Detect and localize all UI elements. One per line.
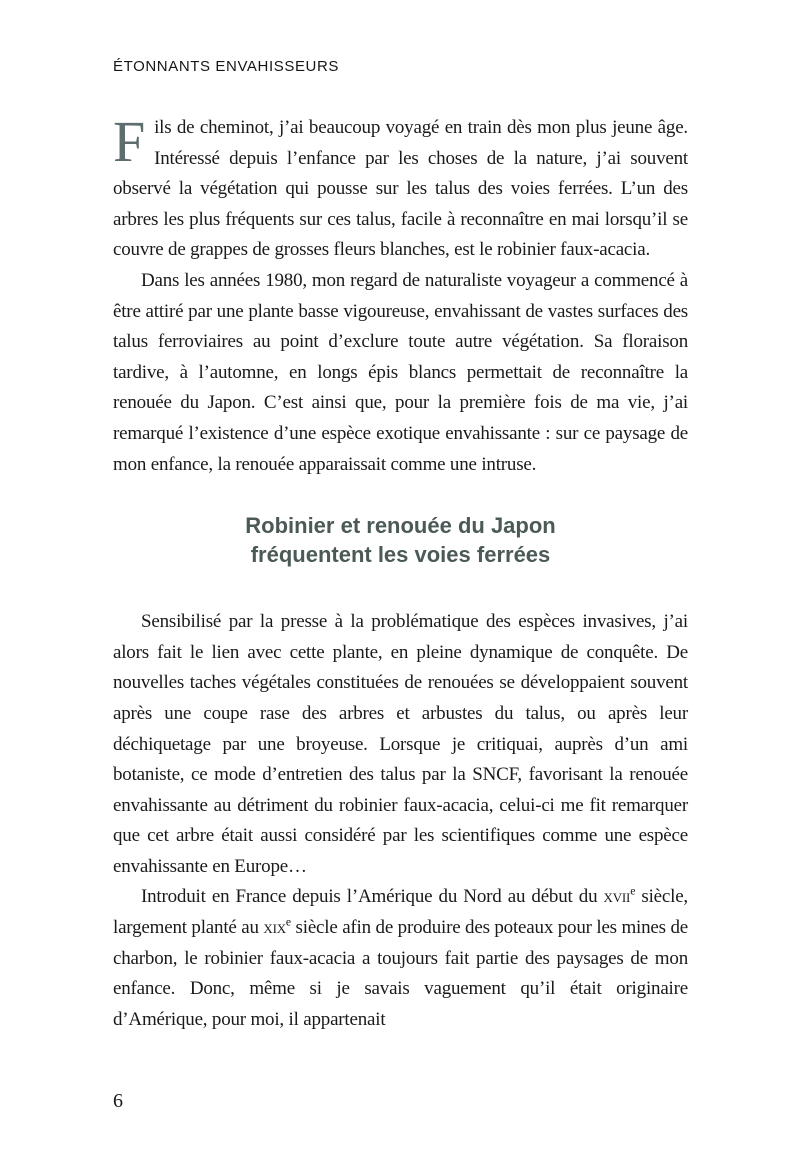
section-heading-line1: Robinier et renouée du Japon: [245, 513, 556, 539]
paragraph-annees-1980: Dans les années 1980, mon regard de naturaliste voyageur a commencé à être attiré par une plante basse vigoureuse, envahissant de vastes surfaces des talus ferroviaires au point d’exclure toute autre végétation. Sa floraison tardive, à l’automne, en longs épis blancs permettait de reconnaître la renouée du Japon. C’est ainsi que, pour la première fois de ma vie, j’ai remarqué l’existence d’une espèce exotique envahissante : sur ce paysage de mon enfance, la renouée apparaissait comme une intruse.: [113, 269, 688, 475]
running-header: ÉTONNANTS ENVAHISSEURS: [113, 58, 340, 75]
paragraph-opening-text: ils de cheminot, j’ai beaucoup voyagé en train dès mon plus jeune âge. Intéressé depuis l’enfance par les choses de la nature, j’ai souvent observé la végétation qui pousse sur les talus des voies ferrées. L’un des arbres les plus fréquents sur ces talus, facile à reconnaître en mai lorsqu’il se couvre de grappes de grosses fleurs blanches, est le robinier faux-acacia.: [113, 117, 688, 261]
century-superscript-e: e: [630, 885, 636, 899]
paragraph-introduit: [113, 882, 688, 1035]
dropcap-letter: F: [113, 109, 146, 174]
century-roman-numeral-19: xix: [263, 917, 286, 939]
paragraph-introduit-part3: siècle afin de produire des poteaux pour les mines de charbon, le robinier faux-acacia a toujours fait partie des paysages de mon enfance. Donc, même si je savais vaguement qu’il était originaire d’Amérique, pour moi, il appartenait: [113, 917, 688, 1030]
section-heading-line2: fréquentent les voies ferrées: [250, 542, 551, 568]
paragraph-opening: [113, 109, 688, 266]
article-body: [113, 109, 688, 1035]
section-heading: [113, 511, 688, 569]
paragraph-sensibilise: Sensibilisé par la presse à la problématique des espèces invasives, j’ai alors fait le lien avec cette plante, en pleine dynamique de conquête. De nouvelles taches végétales constituées de renouées se développaient souvent après une coupe rase des arbres et arbustes du talus, ou après leur déchiquetage par une broyeuse. Lorsque je critiquai, auprès d’un ami botaniste, ce mode d’entretien des talus par la SNCF, favorisant la renouée envahissante au détriment du robinier faux-acacia, celui-ci me fit remarquer que cet arbre était aussi considéré par les scientifiques comme une espèce envahissante en Europe…: [113, 611, 688, 877]
paragraph-introduit-part2: siècle, largement planté au: [113, 886, 688, 939]
century-roman-numeral-17: xvii: [603, 886, 631, 908]
century-superscript-e2: e: [285, 915, 291, 929]
paragraph-introduit-part1: Introduit en France depuis l’Amérique du Nord au début du: [141, 886, 604, 908]
page-number: 6: [113, 1090, 123, 1112]
